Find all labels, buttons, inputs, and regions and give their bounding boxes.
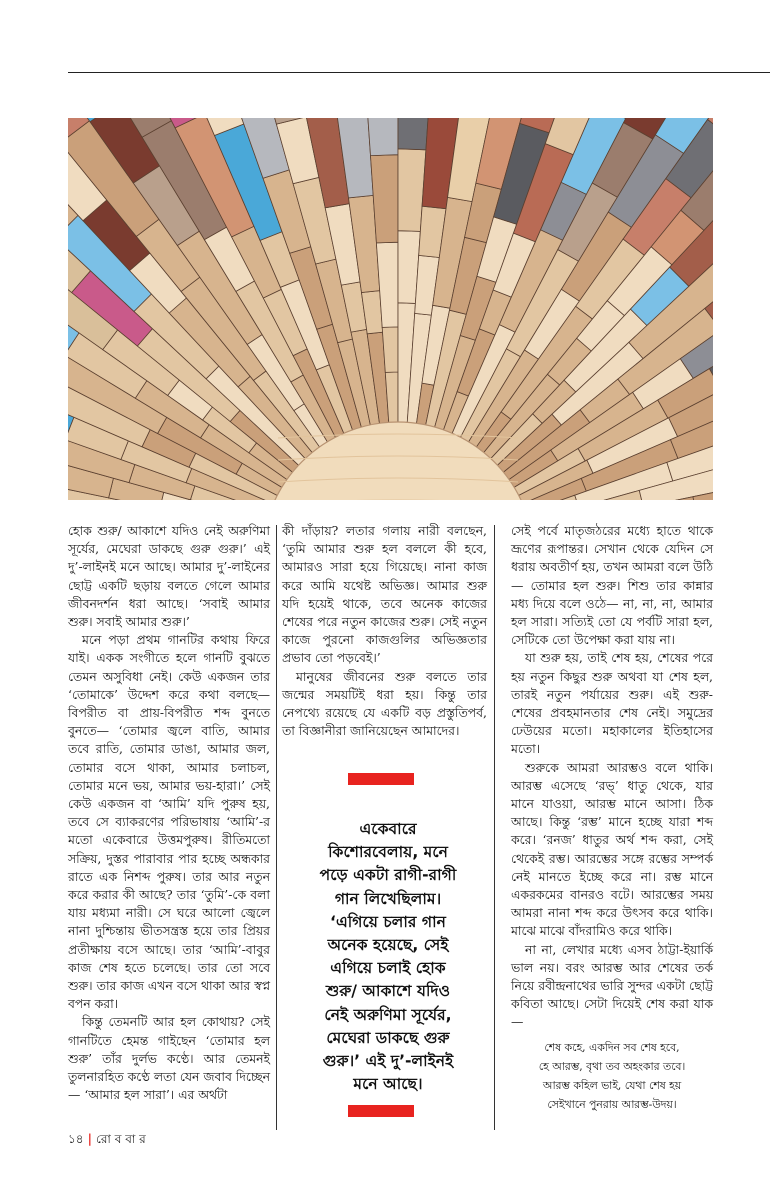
pull-quote-line: ‘এগিয়ে চলার গান bbox=[330, 912, 446, 931]
column-divider bbox=[276, 525, 277, 1130]
hero-image-wood-sunburst bbox=[68, 118, 713, 500]
column-divider bbox=[494, 525, 495, 1130]
page-number: ১৪ bbox=[68, 1132, 84, 1146]
poem-line: আরম্ভ কহিল ভাই, যেথা শেষ হয় bbox=[542, 1078, 682, 1092]
pull-quote-line: গুরু।’ এই দু’-লাইনই bbox=[322, 1052, 454, 1071]
pull-quote-text bbox=[288, 818, 488, 1096]
pull-quote-line: এগিয়ে চলাই হোক bbox=[330, 959, 446, 978]
pull-quote-accent-bar-bottom bbox=[348, 1105, 414, 1117]
footer-separator: | bbox=[87, 1132, 92, 1146]
page-footer bbox=[68, 1131, 146, 1151]
paragraph: না না, লেখার মধ্যে এসব ঠাট্টা-ইয়ার্কি ভাল নয়। বরং আরম্ভ আর শেষের তর্ক নিয়ে রবীন্দ্রনাথের ভারি সুন্দর একটা ছোট্ট কবিতা আছে। সেটা দিয়েই শেষ করা যাক— bbox=[511, 941, 713, 1030]
paragraph: সেই পর্বে মাতৃজঠরের মধ্যে হাতে থাকে ভ্রূণের রূপান্তর। সেখান থেকে যেদিন সে ধরায় অবতীর্ণ হয়, তখন আমরা বলে উঠি— তোমার হল শুরু। শিশু তার কান্নার মধ্য দিয়ে বলে ওঠে— না, না, না, আমার হল সারা। সত্যিই তো যে পর্বটি সারা হল, সেটিকে তো উপেক্ষা করা যায় না। bbox=[511, 523, 713, 648]
article-column-2 bbox=[282, 522, 487, 740]
pull-quote-line: গান লিখেছিলাম। bbox=[334, 889, 442, 908]
article-column-3 bbox=[511, 522, 713, 1114]
paragraph: শুরুকে আমরা আরম্ভও বলে থাকি। আরম্ভ এসেছে ‘রভ্’ ধাতু থেকে, যার মানে যাওয়া, আরম্ভ মানে আসা। ঠিক আছে। কিন্তু ‘রম্ভ’ মানে হচ্ছে যারা শব্দ করে। ‘রনজ’ ধাতুর অর্থ শব্দ করা, সেই থেকেই রম্ভ। আরম্ভের সঙ্গে রম্ভের সম্পর্ক নেই মানতে ইচ্ছে করে না। রম্ভ মানে একরকমের বানরও বটে। আরম্ভের সময় আমরা নানা শব্দ করে উৎসব করে থাকি। মাঝে মাঝে বাঁদরামিও করে থাকি। bbox=[511, 759, 713, 939]
paragraph: কিন্তু তেমনটি আর হল কোথায়? সেই গানটিতে হেমন্ত গাইছেন ‘তোমার হল শুরু’ তাঁর দুর্লভ কণ্ঠে। আর তেমনই তুলনারহিত কণ্ঠে লতা যেন জবাব দিচ্ছেন— ‘আমার হল সারা’। এর অর্থটা bbox=[68, 1014, 270, 1103]
magazine-name: রো ব বা র bbox=[95, 1132, 146, 1146]
paragraph: হোক শুরু/ আকাশে যদিও নেই অরুণিমা সূর্যের, মেঘেরা ডাকছে গুরু গুরু।’ এই দু’-লাইনই মনে আছে। আমার দু’-লাইনের ছোট্ট একটি ছড়ায় বলতে গেলে আমার জীবনদর্শন ধরা আছে। ‘সবাই আমার শুরু। সবাই আমার শুরু।’ bbox=[68, 523, 270, 630]
pull-quote-line: শুরু/ আকাশে যদিও bbox=[325, 982, 451, 1001]
paragraph: মানুষের জীবনের শুরু বলতে তার জন্মের সময়টিই ধরা হয়। কিন্তু তার নেপথ্যে রয়েছে যে একটি বড় প্রস্তুতিপর্ব, তা বিজ্ঞানীরা জানিয়েছেন আমাদের। bbox=[282, 668, 487, 739]
poem-line: শেষ কহে, একদিন সব শেষ হবে, bbox=[544, 1040, 680, 1054]
pull-quote bbox=[288, 770, 488, 1115]
poem bbox=[511, 1038, 713, 1114]
paragraph: মনে পড়া প্রথম গানটির কথায় ফিরে যাই। একক সংগীতে হলে গানটি বুঝতে তেমন অসুবিধা নেই। কেউ একজন তার ‘তোমাকে’ উদ্দেশ করে কথা বলছে— বিপরীত বা প্রায়-বিপরীত শব্দ বুনতে বুনতে— ‘তোমার জ্বলে বাতি, আমার তবে রাতি, তোমার ডাঙা, আমার জল, তোমার বসে থাকা, আমার চলাচল, তোমার মনে ভয়, আমার ভয়-হারা।’ সেই কেউ একজন বা ‘আমি’ যদি পুরুষ হয়, তবে সে ব্যাকরণের পরিভাষায় ‘আমি’-র মতো একেবারে উত্তমপুরুষ। রীতিমতো সক্রিয়, দুস্তর পারাবার পার হচ্ছে অন্ধকার রাতে এক নিশব্দ পুরুষ। তার আর নতুন করে করার কী আছে? তার ‘তুমি’-কে বলা যায় মধ্যমা নারী। সে ঘরে আলো জ্বেলে নানা দুশ্চিন্তায় ভীতসন্ত্রস্ত হয়ে তার প্রিয়র প্রতীক্ষায় বসে আছে। তার ‘আমি’-বাবুর কাজ শেষ হতে চলেছে। তার তো সবে শুরু। তার কাজ এখন বসে থাকা আর স্বপ্ন বপন করা। bbox=[68, 632, 270, 1012]
article-column-1 bbox=[68, 522, 270, 1105]
pull-quote-line: অনেক হয়েছে, সেই bbox=[327, 936, 449, 955]
pull-quote-line: কিশোরবেলায়, মনে bbox=[328, 843, 448, 862]
paragraph: কী দাঁড়ায়? লতার গলায় নারী বলছেন, ‘তুমি আমার শুরু হল বললে কী হবে, আমারও সারা হয়ে গিয়েছে। নানা কাজ করে আমি যথেষ্ট অভিজ্ঞ। আমার শুরু যদি হয়েই থাকে, তবে অনেক কাজের শেষের পরে নতুন কাজের শুরু। সেই নতুন কাজে পুরনো কাজগুলির অভিজ্ঞতার প্রভাব তো পড়বেই।’ bbox=[282, 523, 487, 666]
pull-quote-line: পড়ে একটা রাগী-রাগী bbox=[319, 866, 457, 885]
top-rule bbox=[68, 72, 770, 73]
poem-line: সেইখানে পুনরায় আরম্ভ-উদয়। bbox=[547, 1097, 677, 1111]
pull-quote-line: মেঘেরা ডাকছে গুরু bbox=[326, 1028, 450, 1047]
pull-quote-accent-bar-top bbox=[348, 773, 414, 785]
pull-quote-line: একেবারে bbox=[359, 820, 417, 838]
pull-quote-line: মনে আছে। bbox=[353, 1075, 423, 1094]
poem-line: হে আরম্ভ, বৃথা তব অহংকার তবে। bbox=[538, 1059, 686, 1073]
pull-quote-line: নেই অরুণিমা সূর্যের, bbox=[324, 1005, 452, 1024]
wood-sunburst-illustration bbox=[68, 118, 713, 500]
paragraph: যা শুরু হয়, তাই শেষ হয়, শেষের পরে হয় নতুন কিছুর শুরু অথবা যা শেষ হল, তারই নতুন পর্যায়ের শুরু। এই শুরু-শেষের প্রবহমানতার শেষ নেই। সমুদ্রের ঢেউয়ের মতো। মহাকালের ইতিহাসের মতো। bbox=[511, 650, 713, 757]
